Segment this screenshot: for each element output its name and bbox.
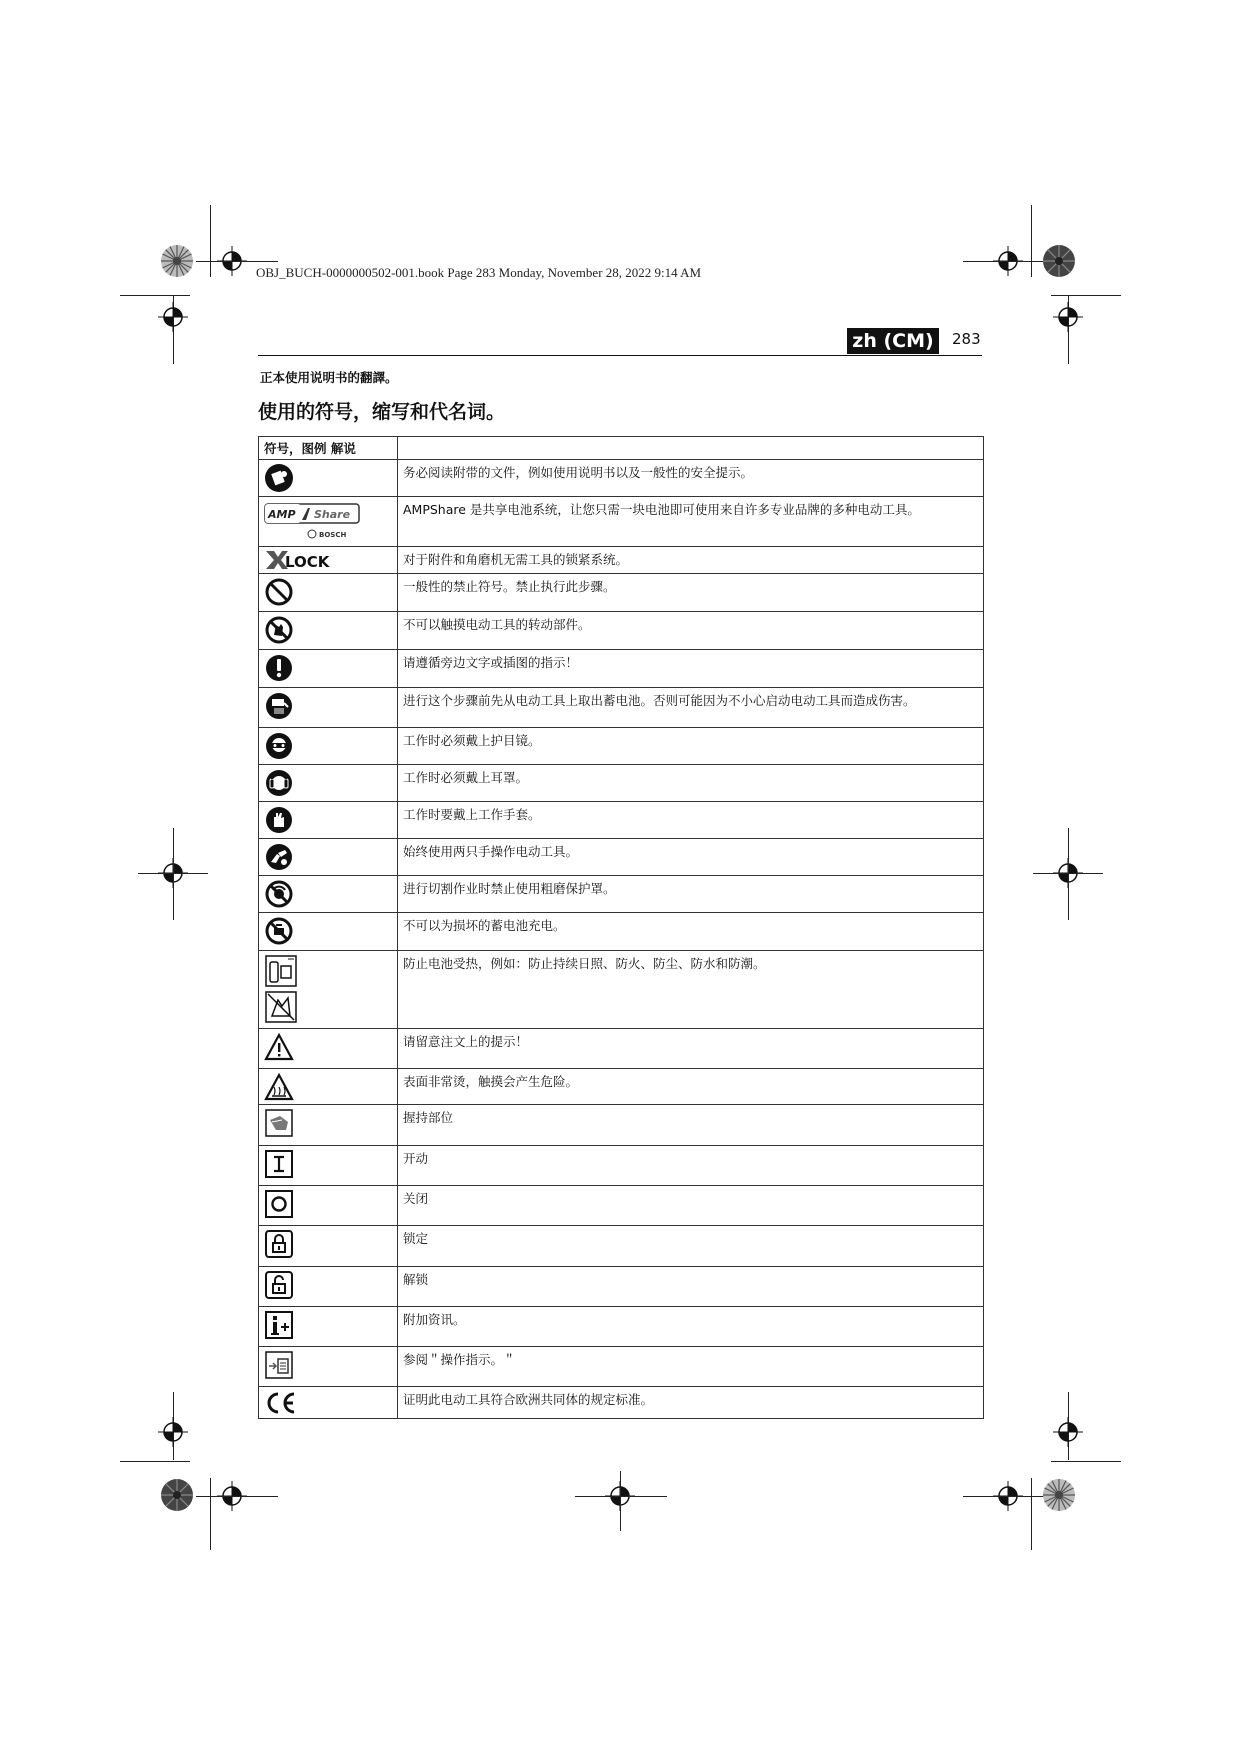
warning-triangle-icon	[264, 1032, 294, 1062]
table-row	[259, 1347, 984, 1387]
color-wheel-icon	[160, 244, 194, 278]
row-description: 参阅＂操作指示。＂	[403, 1352, 516, 1367]
table-row	[259, 802, 984, 839]
see-instructions-icon	[264, 1350, 294, 1380]
color-wheel-icon	[1042, 244, 1076, 278]
registration-mark-icon	[1053, 302, 1083, 332]
table-row	[259, 547, 984, 574]
header-rule	[258, 355, 982, 356]
switch-off-icon	[264, 1189, 294, 1219]
table-row	[259, 765, 984, 802]
prohibition-icon	[264, 577, 294, 607]
row-description: 解锁	[403, 1272, 429, 1287]
svg-text:AMP: AMP	[268, 508, 296, 521]
page-number: 283	[952, 330, 981, 348]
row-description: 关闭	[403, 1191, 429, 1206]
row-description: 防止电池受热，例如：防止持续日照、防火、防尘、防水和防潮。	[403, 956, 766, 971]
svg-text:Share: Share	[314, 508, 351, 521]
no-touch-moving-parts-icon	[264, 615, 294, 645]
row-description: 握持部位	[403, 1110, 454, 1125]
row-description: AMPShare 是共享电池系统，让您只需一块电池即可使用来自许多专业品牌的多种电动工具。	[403, 502, 920, 517]
grip-area-icon	[264, 1108, 294, 1138]
table-header-row	[259, 437, 984, 460]
file-header: OBJ_BUCH-0000000502-001.book Page 283 Monday, November 28, 2022 9:14 AM	[256, 265, 702, 280]
svg-text:BOSCH: BOSCH	[319, 531, 347, 539]
read-manual-icon	[264, 463, 294, 493]
table-row	[259, 574, 984, 612]
section-title: 使用的符号，缩写和代名词。	[258, 401, 506, 423]
lock-icon	[264, 1229, 294, 1259]
table-row	[259, 728, 984, 765]
row-description: 进行这个步骤前先从电动工具上取出蓄电池。否则可能因为不小心启动电动工具而造成伤害。	[403, 693, 916, 708]
color-wheel-icon	[1042, 1478, 1076, 1512]
table-row	[259, 839, 984, 876]
remove-battery-icon	[264, 691, 294, 721]
table-row	[259, 1029, 984, 1069]
table-row	[259, 1226, 984, 1267]
row-description: 不可以为损坏的蓄电池充电。	[403, 918, 566, 933]
row-description: 始终使用两只手操作电动工具。	[403, 844, 579, 859]
no-grinding-guard-icon	[264, 879, 294, 909]
table-row	[259, 1307, 984, 1347]
registration-mark-icon	[1053, 1417, 1083, 1447]
table-row	[259, 1146, 984, 1186]
row-description: 不可以触摸电动工具的转动部件。	[403, 617, 591, 632]
table-row	[259, 913, 984, 951]
table-row	[259, 688, 984, 728]
exclamation-icon	[264, 653, 294, 683]
row-description: 开动	[403, 1151, 429, 1166]
table-row	[259, 1267, 984, 1307]
language-badge: zh (CM)	[847, 328, 939, 354]
row-description: 证明此电动工具符合欧洲共同体的规定标准。	[403, 1392, 654, 1407]
wear-gloves-icon	[264, 805, 294, 835]
wear-ear-protection-icon	[264, 768, 294, 798]
table-row	[259, 460, 984, 497]
svg-text:LOCK: LOCK	[285, 553, 330, 571]
battery-heat-protection-icon	[264, 954, 300, 1026]
row-description: 进行切割作业时禁止使用粗磨保护罩。	[403, 881, 616, 896]
registration-mark-icon	[158, 1417, 188, 1447]
table-row	[259, 951, 984, 1029]
row-description: 对于附件和角磨机无需工具的锁紧系统。	[403, 552, 629, 567]
switch-on-icon	[264, 1149, 294, 1179]
two-hands-icon	[264, 842, 294, 872]
table-header: 符号，图例 解说	[259, 437, 398, 460]
translation-note: 正本使用说明书的翻譯。	[260, 370, 398, 385]
row-description: 附加资讯。	[403, 1312, 466, 1327]
ce-mark-icon	[264, 1390, 298, 1416]
wear-goggles-icon	[264, 731, 294, 761]
table-row	[259, 1069, 984, 1105]
info-icon	[264, 1310, 294, 1340]
row-description: 工作时必须戴上护目镜。	[403, 733, 541, 748]
table-row	[259, 612, 984, 650]
row-description: 工作时必须戴上耳罩。	[403, 770, 529, 785]
symbols-table	[258, 436, 984, 1419]
ampshare-bosch-logo	[264, 500, 362, 540]
table-row	[259, 1186, 984, 1226]
registration-mark-icon	[158, 302, 188, 332]
table-row	[259, 650, 984, 688]
row-description: 工作时要戴上工作手套。	[403, 807, 541, 822]
color-wheel-icon	[160, 1478, 194, 1512]
hot-surface-icon	[264, 1072, 294, 1102]
row-description: 锁定	[403, 1231, 429, 1246]
row-description: 一般性的禁止符号。禁止执行此步骤。	[403, 579, 616, 594]
row-description: 务必阅读附带的文件，例如使用说明书以及一般性的安全提示。	[403, 465, 754, 480]
no-charge-damaged-battery-icon	[264, 916, 294, 946]
table-row	[259, 497, 984, 547]
unlock-icon	[264, 1270, 294, 1300]
row-description: 请留意注文上的提示！	[403, 1034, 529, 1049]
table-row	[259, 1105, 984, 1146]
x-lock-logo	[264, 549, 334, 571]
row-description: 表面非常烫，触摸会产生危险。	[403, 1074, 579, 1089]
table-row	[259, 1387, 984, 1419]
table-row	[259, 876, 984, 913]
row-description: 请遵循旁边文字或插图的指示！	[403, 655, 579, 670]
